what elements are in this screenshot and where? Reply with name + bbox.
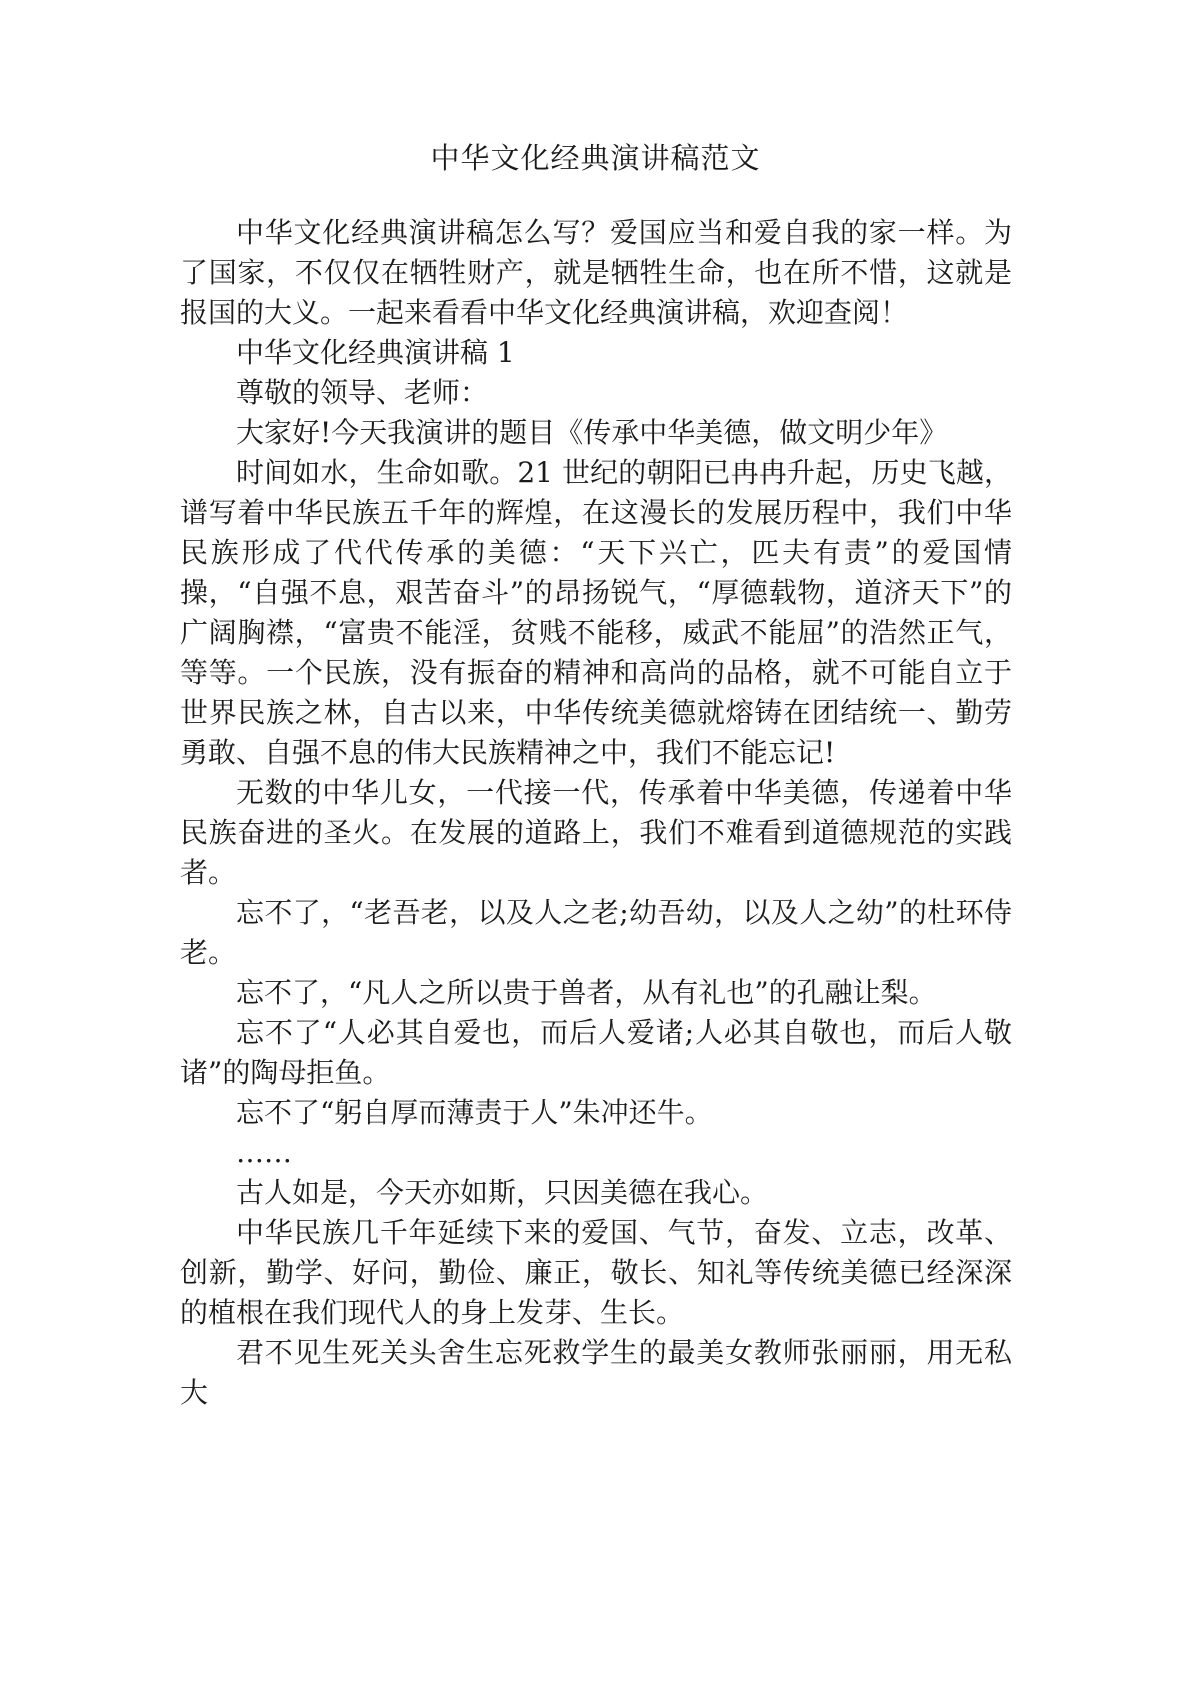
body-paragraph: 古人如是，今天亦如斯，只因美德在我心。 — [236, 1176, 769, 1209]
body-paragraph: 忘不了，“凡人之所以贵于兽者，从有礼也”的孔融让梨。 — [236, 976, 937, 1009]
ellipsis-line: …… — [236, 1136, 292, 1169]
intro-paragraph: 中华文化经典演讲稿怎么写？爱国应当和爱自我的家一样。为了国家，不仅仅在牺牲财产，就是牺牲生命，也在所不惜，这就是报国的大义。一起来看看中华文化经典演讲稿，欢迎查阅！ — [180, 216, 1012, 329]
body-paragraph: 忘不了“人必其自爱也，而后人爱诸;人必其自敬也，而后人敬诸”的陶母拒鱼。 — [180, 1016, 1012, 1089]
body-paragraph: 忘不了，“老吾老，以及人之老;幼吾幼，以及人之幼”的杜环侍老。 — [180, 896, 1012, 969]
salutation: 尊敬的领导、老师： — [236, 376, 489, 409]
body-paragraph: 忘不了“躬自厚而薄责于人”朱冲还牛。 — [236, 1096, 713, 1129]
section-heading: 中华文化经典演讲稿 1 — [236, 336, 515, 369]
body-paragraph: 时间如水，生命如歌。21 世纪的朝阳已冉冉升起，历史飞越，谱写着中华民族五千年的辉煌，在这漫长的发展历程中，我们中华民族形成了代代传承的美德：“天下兴亡，匹夫有责”的爱国情操，“自强不息，艰苦奋斗”的昂扬锐气，“厚德载物，道济天下”的广阔胸襟，“富贵不能淫，贫贱不能移，威武不能屈”的浩然正气，等等。一个民族，没有振奋的精神和高尚的品格，就不可能自立于世界民族之林，自古以来，中华传统美德就熔铸在团结统一、勤劳勇敢、自强不息的伟大民族精神之中，我们不能忘记! — [180, 456, 1012, 769]
body-paragraph: 中华民族几千年延续下来的爱国、气节，奋发、立志，改革、创新，勤学、好问，勤俭、廉正，敬长、知礼等传统美德已经深深的植根在我们现代人的身上发芽、生长。 — [180, 1216, 1012, 1329]
greeting-line: 大家好!今天我演讲的题目《传承中华美德，做文明少年》 — [236, 416, 948, 449]
document-body — [180, 213, 1012, 1413]
document-title: 中华文化经典演讲稿范文 — [430, 141, 761, 175]
body-paragraph: 君不见生死关头舍生忘死救学生的最美女教师张丽丽，用无私大 — [180, 1336, 1012, 1409]
body-paragraph: 无数的中华儿女，一代接一代，传承着中华美德，传递着中华民族奋进的圣火。在发展的道路上，我们不难看到道德规范的实践者。 — [180, 776, 1012, 889]
